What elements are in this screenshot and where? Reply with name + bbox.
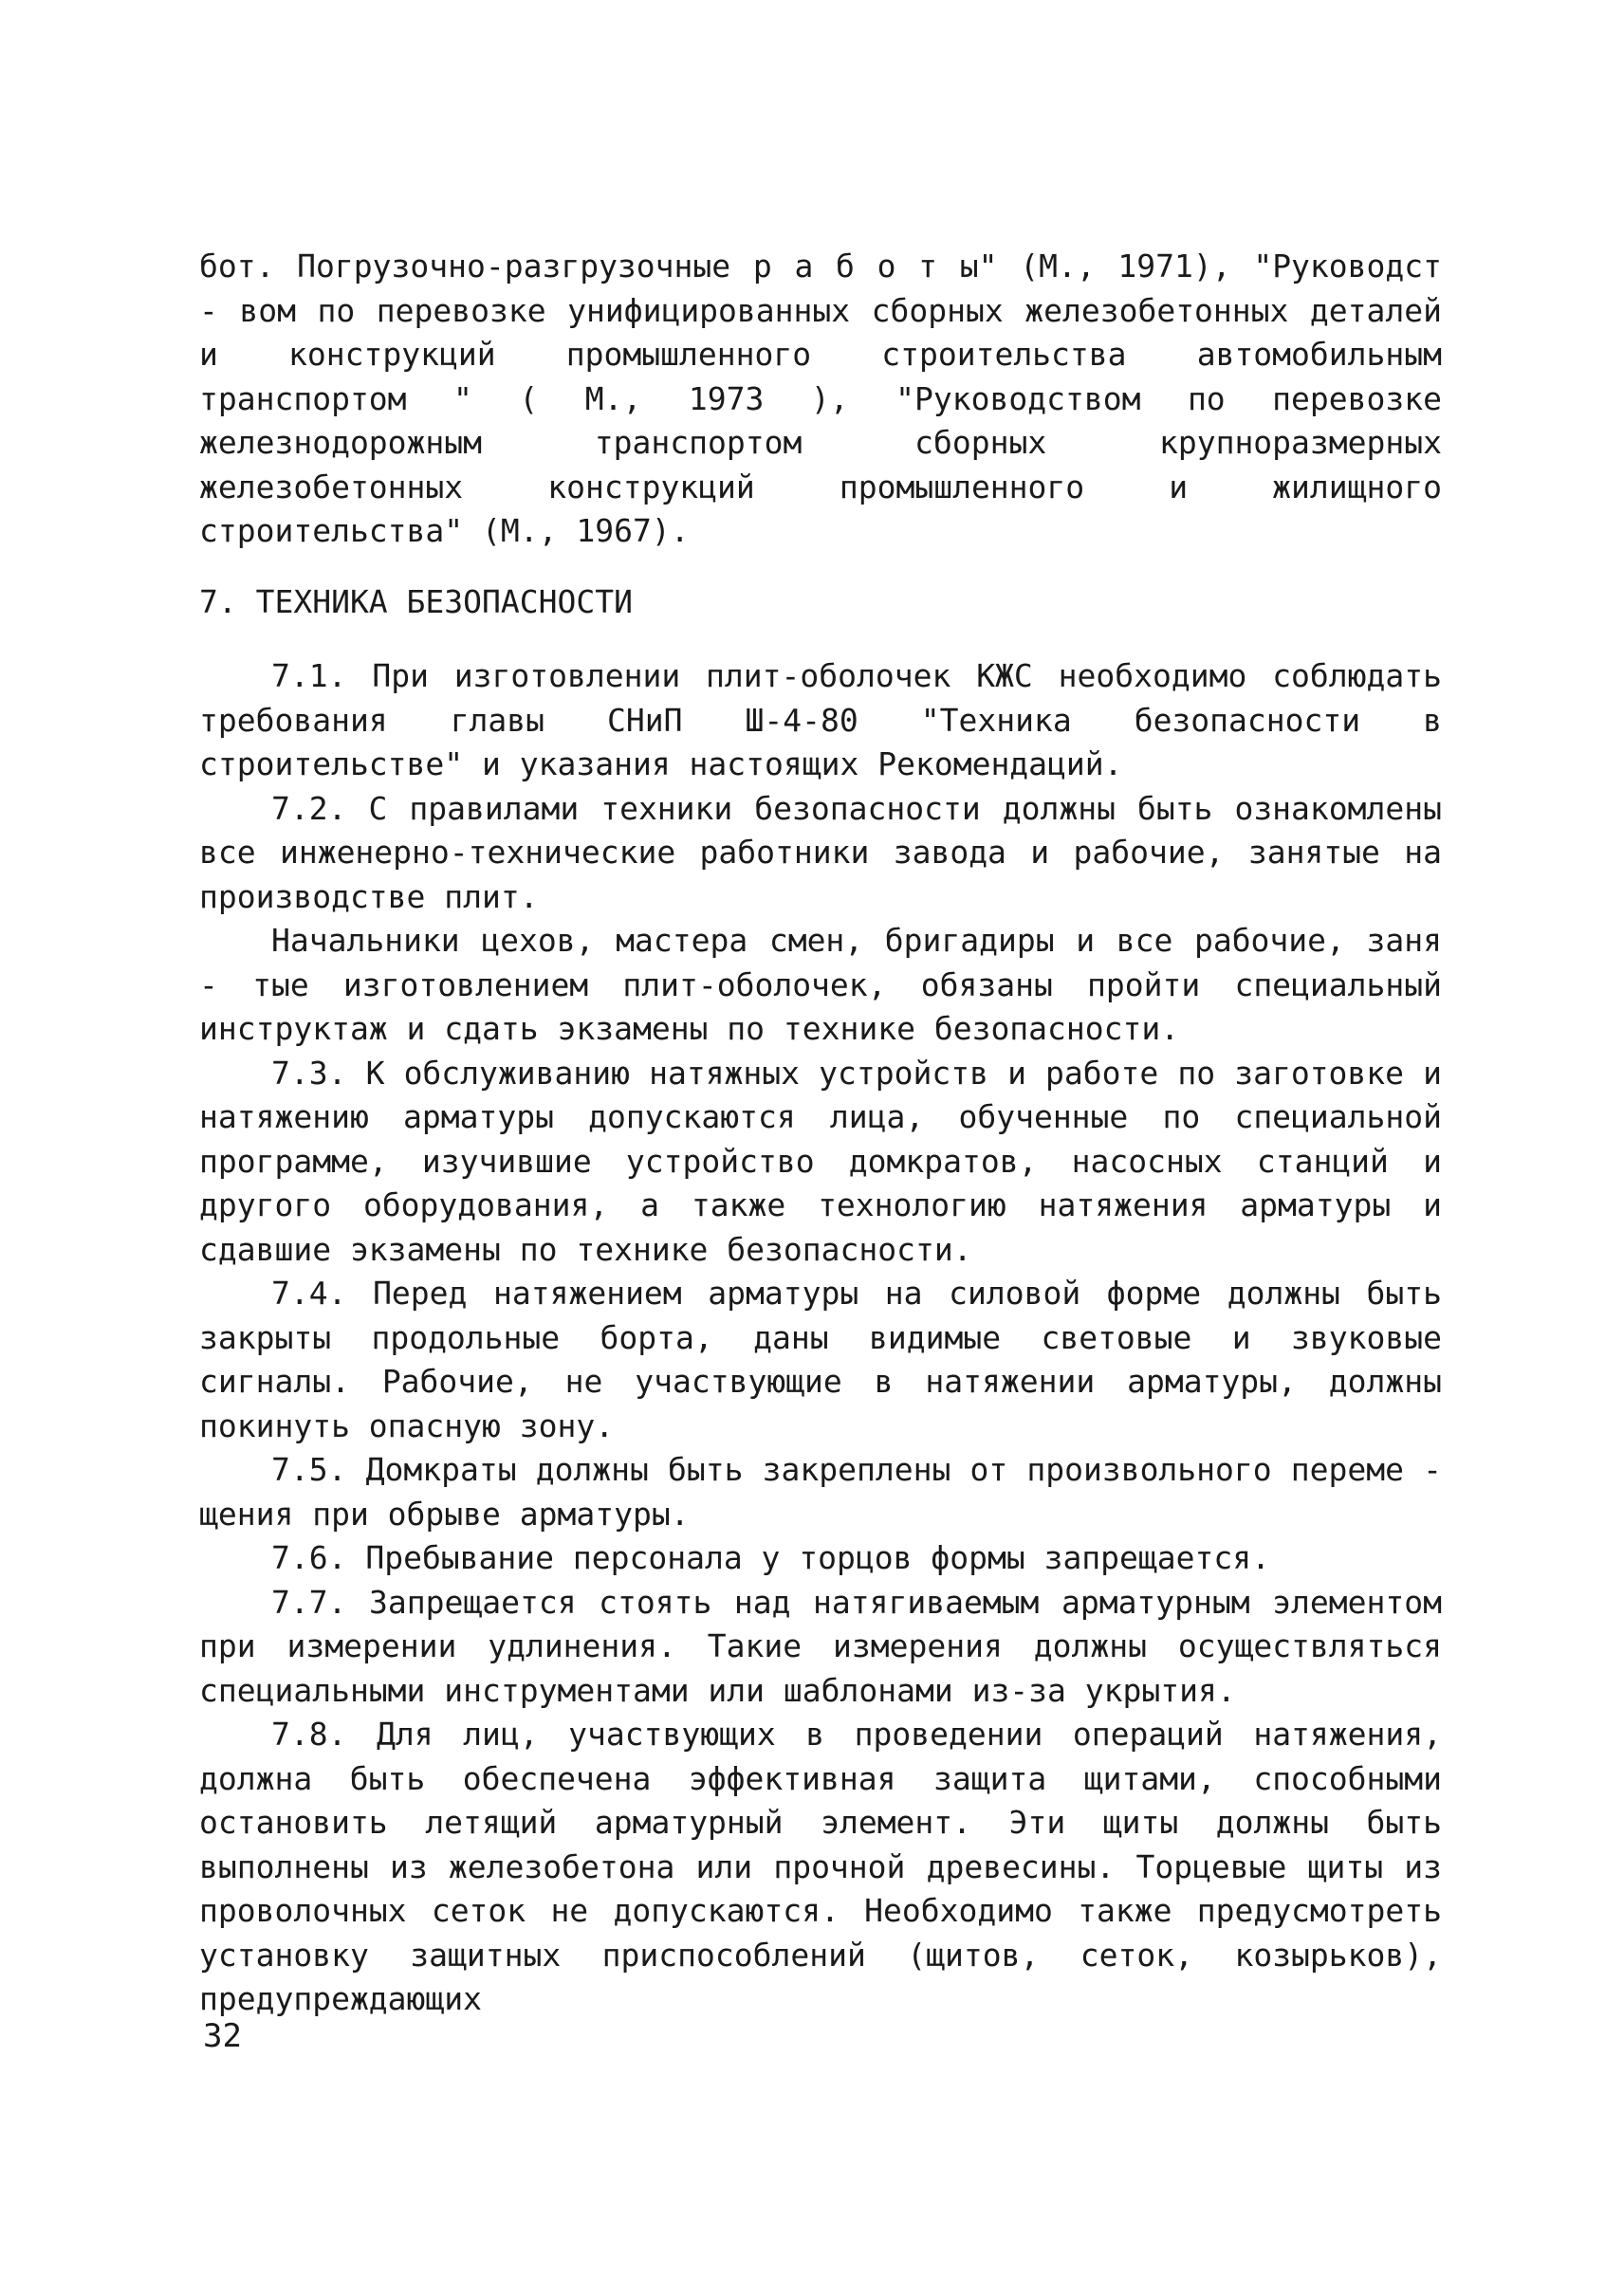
paragraph-7-6: 7.6. Пребывание персонала у торцов формы запрещается. bbox=[271, 1539, 1270, 1576]
paragraph-7-4: 7.4. Перед натяжением арматуры на силовой форме должны быть закрыты продольные борта, даны видимые световые и звуковые сигналы. Рабочие, не участвующие в натяжении арматуры, должны покинуть опасную зону. bbox=[199, 1275, 1442, 1444]
paragraph-7-7: 7.7. Запрещается стоять над натягиваемым арматурным элементом при измерении удлинения. Такие измерения должны осуществляться специальными инструментами или шаблонами из-за укрытия. bbox=[199, 1583, 1442, 1709]
paragraph-instruction: Начальники цехов, мастера смен, бригадиры и все рабочие, заня - тые изготовлением плит-оболочек, обязаны пройти специальный инструктаж и сдать экзамены по технике безопасности. bbox=[199, 922, 1442, 1047]
page-number: 32 bbox=[203, 2017, 242, 2055]
paragraph-7-1: 7.1. При изготовлении плит-оболочек КЖС необходимо соблюдать требования главы СНиП Ш-4-80 "Техника безопасности в строительстве" и указания настоящих Рекомендаций. bbox=[199, 657, 1442, 782]
paragraph-7-8: 7.8. Для лиц, участвующих в проведении операций натяжения, должна быть обеспечена эффективная защита щитами, способными остановить летящий арматурный элемент. Эти щиты должны быть выполнены из железобетона или прочной древесины. Торцевые щиты из проволочных сеток не допускаются. Необходимо также предусмотреть установку защитных приспособлений (щитов, сеток, козырьков), предупреждающих bbox=[199, 1716, 1442, 2017]
paragraph-7-3: 7.3. К обслуживанию натяжных устройств и работе по заготовке и натяжению арматуры допускаются лица, обученные по специальной программе, изучившие устройство домкратов, насосных станций и другого оборудования, а также технологию натяжения арматуры и сдавшие экзамены по технике безопасности. bbox=[199, 1054, 1442, 1268]
paragraph-7-2: 7.2. С правилами техники безопасности должны быть ознакомлены все инженерно-технические работники завода и рабочие, занятые на производстве плит. bbox=[199, 789, 1442, 915]
page-body bbox=[199, 245, 1442, 2022]
section-heading: 7. ТЕХНИКА БЕЗОПАСНОСТИ bbox=[199, 582, 633, 620]
intro-paragraph: бот. Погрузочно-разгрузочные р а б о т ы" (М., 1971), "Руководст - вом по перевозке унифицированных сборных железобетонных деталей и конструкций промышленного строительства автомобильным транспортом " ( М., 1973 ), "Руководством по перевозке железнодорожным транспортом сборных крупноразмерных железобетонных конструкций промышленного и жилищного строительства" (М., 1967). bbox=[199, 248, 1442, 549]
paragraph-7-5: 7.5. Домкраты должны быть закреплены от произвольного переме - щения при обрыве арматуры. bbox=[199, 1451, 1442, 1533]
